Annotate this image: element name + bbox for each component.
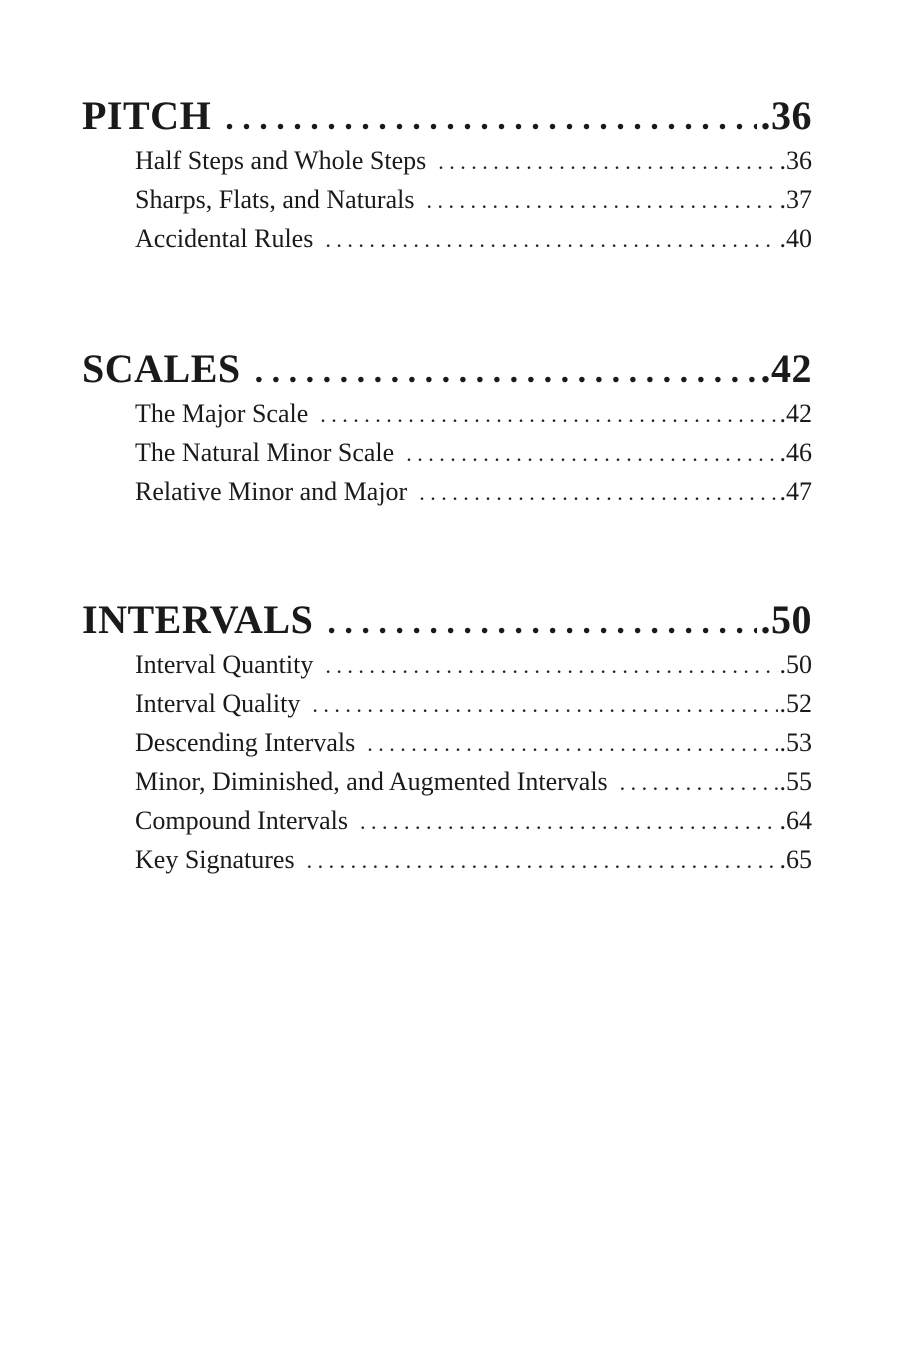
entry-page-number: .55 (779, 767, 812, 796)
dot-leader (620, 770, 778, 796)
dot-leader (426, 188, 777, 214)
toc-entry[interactable] (135, 438, 812, 477)
section-heading-row[interactable] (82, 92, 812, 144)
section-page-number: .42 (760, 346, 812, 391)
entry-page-number: .36 (779, 146, 812, 175)
entry-page-number: .53 (779, 728, 812, 757)
dot-leader (438, 149, 777, 175)
dot-leader (367, 731, 777, 757)
entry-title: Half Steps and Whole Steps (135, 146, 427, 175)
section-page-number: .36 (760, 93, 812, 138)
toc-entry[interactable] (135, 224, 812, 263)
entry-page-number: .64 (779, 806, 812, 835)
entry-page-number: .50 (779, 650, 812, 679)
section-heading: PITCH (82, 93, 212, 138)
entry-title: Descending Intervals (135, 728, 356, 757)
section-entries (135, 650, 812, 884)
dot-leader (325, 227, 777, 253)
toc-entry[interactable] (135, 146, 812, 185)
entry-title: The Natural Minor Scale (135, 438, 395, 467)
section-heading-row[interactable] (82, 345, 812, 397)
dot-leader (327, 604, 756, 642)
toc-entry[interactable] (135, 728, 812, 767)
section-heading-row[interactable] (82, 596, 812, 648)
toc-section-pitch (82, 92, 812, 263)
entry-title: Minor, Diminished, and Augmented Intervals (135, 767, 608, 796)
entry-page-number: .46 (779, 438, 812, 467)
entry-page-number: .37 (779, 185, 812, 214)
section-heading: SCALES (82, 346, 241, 391)
toc-section-scales (82, 345, 812, 516)
dot-leader (320, 402, 777, 428)
toc-entry[interactable] (135, 185, 812, 224)
toc-entry[interactable] (135, 806, 812, 845)
toc-entry[interactable] (135, 845, 812, 884)
dot-leader (255, 353, 757, 391)
entry-title: Interval Quality (135, 689, 301, 718)
entry-title: Interval Quantity (135, 650, 314, 679)
dot-leader (406, 441, 777, 467)
toc-entry[interactable] (135, 650, 812, 689)
entry-page-number: .40 (779, 224, 812, 253)
section-entries (135, 399, 812, 516)
section-heading: INTERVALS (82, 597, 314, 642)
entry-title: Compound Intervals (135, 806, 349, 835)
toc-entry[interactable] (135, 689, 812, 728)
entry-title: The Major Scale (135, 399, 309, 428)
section-entries (135, 146, 812, 263)
section-page-number: .50 (760, 597, 812, 642)
dot-leader (312, 692, 777, 718)
toc-section-intervals (82, 596, 812, 884)
entry-page-number: .47 (779, 477, 812, 506)
dot-leader (419, 480, 777, 506)
toc-entry[interactable] (135, 399, 812, 438)
entry-page-number: .52 (779, 689, 812, 718)
dot-leader (360, 809, 777, 835)
dot-leader (307, 848, 778, 874)
entry-page-number: .42 (779, 399, 812, 428)
toc-entry[interactable] (135, 767, 812, 806)
entry-title: Relative Minor and Major (135, 477, 408, 506)
entry-page-number: .65 (779, 845, 812, 874)
entry-title: Accidental Rules (135, 224, 314, 253)
dot-leader (325, 653, 777, 679)
entry-title: Key Signatures (135, 845, 295, 874)
entry-title: Sharps, Flats, and Naturals (135, 185, 415, 214)
toc-entry[interactable] (135, 477, 812, 516)
dot-leader (225, 100, 756, 138)
